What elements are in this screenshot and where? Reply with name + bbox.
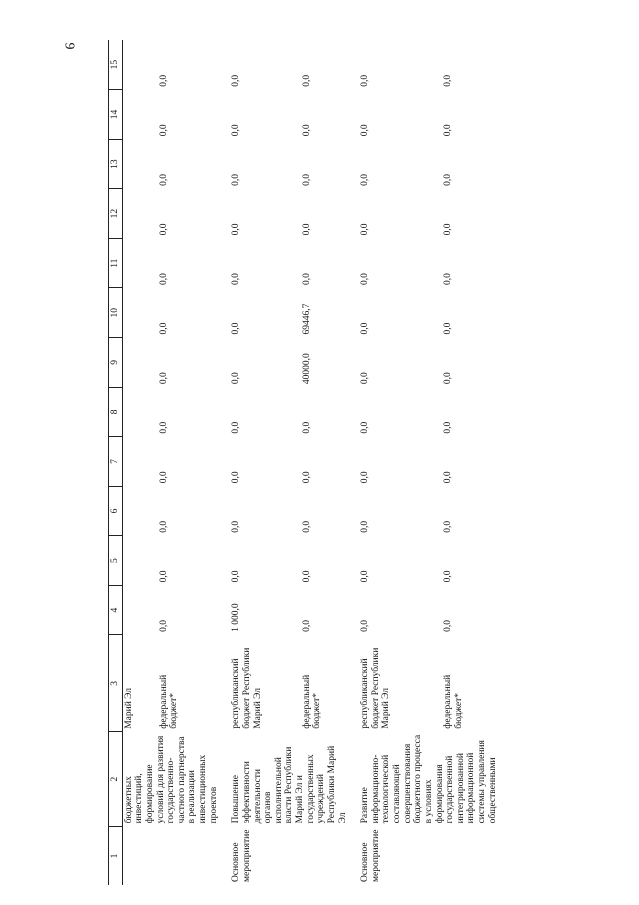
- amount-cell: 0,0: [231, 322, 242, 335]
- column-header-3: 3: [109, 635, 123, 732]
- amount-cell: 0,0: [158, 223, 169, 236]
- amount-cell: [122, 40, 157, 90]
- amount-cell: 0,0: [301, 620, 312, 632]
- amount-cell: 0,0: [443, 471, 454, 484]
- amount-cell: 0,0: [443, 322, 454, 335]
- amount-cell: 0,0: [231, 223, 242, 236]
- column-header-14: 14: [109, 90, 123, 140]
- budget-table: [108, 40, 509, 885]
- funding-source-cell: федеральный бюджет*: [443, 674, 464, 729]
- amount-cell: 0,0: [360, 173, 371, 186]
- amount-cell: [122, 387, 157, 437]
- column-header-10: 10: [109, 288, 123, 338]
- amount-cell: 0,0: [443, 124, 454, 137]
- column-header-15: 15: [109, 40, 123, 90]
- amount-cell: 0,0: [360, 124, 371, 137]
- amount-cell: 0,0: [443, 273, 454, 285]
- amount-cell: 0,0: [443, 421, 454, 434]
- column-header-6: 6: [109, 486, 123, 536]
- column-header-7: 7: [109, 437, 123, 487]
- amount-cell: 0,0: [231, 273, 242, 285]
- amount-cell: 0,0: [158, 471, 169, 484]
- amount-cell: 0,0: [443, 74, 454, 87]
- amount-cell: 0,0: [360, 421, 371, 434]
- amount-cell: 0,0: [301, 520, 312, 533]
- amount-cell: 69446,7: [301, 303, 312, 335]
- amount-cell: 0,0: [360, 471, 371, 484]
- column-header-11: 11: [109, 238, 123, 288]
- funding-source-cell: республиканский бюджет Республики Марий Эл: [360, 647, 392, 729]
- table-row: [122, 40, 157, 885]
- funding-source-cell: республиканский бюджет Республики Марий Эл: [231, 647, 263, 729]
- amount-cell: [122, 139, 157, 189]
- amount-cell: [122, 90, 157, 140]
- amount-cell: [122, 288, 157, 338]
- amount-cell: 0,0: [360, 322, 371, 335]
- row-separator: [220, 40, 230, 885]
- amount-cell: 0,0: [158, 570, 169, 583]
- amount-cell: 0,0: [443, 570, 454, 583]
- amount-cell: 0,0: [231, 372, 242, 385]
- amount-cell: 0,0: [158, 520, 169, 533]
- table-body: [122, 40, 509, 885]
- amount-cell: [122, 536, 157, 586]
- budget-table-container: [108, 40, 568, 885]
- column-header-8: 8: [109, 387, 123, 437]
- measure-type-cell: Основное мероприятие: [231, 829, 252, 882]
- amount-cell: 0,0: [360, 74, 371, 87]
- amount-cell: 0,0: [158, 124, 169, 137]
- header-row: [109, 40, 123, 885]
- funding-source-cell: Марий Эл: [123, 687, 134, 729]
- amount-cell: 0,0: [301, 173, 312, 186]
- column-header-1: 1: [109, 826, 123, 885]
- amount-cell: [122, 238, 157, 288]
- amount-cell: 0,0: [360, 372, 371, 385]
- column-header-9: 9: [109, 338, 123, 388]
- amount-cell: 0,0: [301, 471, 312, 484]
- amount-cell: 0,0: [231, 520, 242, 533]
- column-header-12: 12: [109, 189, 123, 239]
- row-separator-cell: [349, 40, 359, 885]
- amount-cell: 0,0: [360, 520, 371, 533]
- amount-cell: 0,0: [158, 173, 169, 186]
- table-row: [230, 40, 300, 885]
- amount-cell: 0,0: [301, 74, 312, 87]
- amount-cell: 0,0: [158, 74, 169, 87]
- amount-cell: 0,0: [443, 372, 454, 385]
- amount-cell: 0,0: [231, 124, 242, 137]
- amount-cell: 0,0: [301, 421, 312, 434]
- measure-type-cell: Основное мероприятие: [360, 829, 381, 882]
- amount-cell: 0,0: [443, 223, 454, 236]
- amount-cell: 0,0: [360, 620, 371, 632]
- table-row: [359, 40, 442, 885]
- row-separator: [349, 40, 359, 885]
- row-separator: [499, 40, 509, 885]
- amount-cell: 0,0: [158, 273, 169, 285]
- column-header-4: 4: [109, 585, 123, 635]
- amount-cell: 0,0: [301, 223, 312, 236]
- amount-cell: 0,0: [443, 173, 454, 186]
- amount-cell: 0,0: [301, 570, 312, 583]
- row-separator-cell: [220, 40, 230, 885]
- amount-cell: 0,0: [301, 273, 312, 285]
- measure-type-cell: [122, 826, 220, 885]
- amount-cell: 0,0: [231, 173, 242, 186]
- amount-cell: [122, 437, 157, 487]
- amount-cell: 40000,0: [301, 353, 312, 385]
- amount-cell: [122, 338, 157, 388]
- amount-cell: [122, 585, 157, 635]
- row-separator-cell: [499, 40, 509, 885]
- page-number: 9: [61, 42, 77, 50]
- amount-cell: 0,0: [158, 322, 169, 335]
- amount-cell: 0,0: [231, 570, 242, 583]
- measure-name-cell: Повышение эффективности деятельности органов исполнительной власти Республики Марий Эл и государственных учреждений Республики Марий Эл: [231, 745, 348, 824]
- funding-source-cell: федеральный бюджет*: [158, 674, 180, 729]
- amount-cell: 0,0: [231, 471, 242, 484]
- amount-cell: 0,0: [158, 421, 169, 434]
- amount-cell: 0,0: [443, 620, 454, 632]
- amount-cell: 0,0: [231, 421, 242, 434]
- amount-cell: 0,0: [231, 74, 242, 87]
- amount-cell: 0,0: [360, 223, 371, 236]
- measure-name-cell: Развитие информационно-технологической составляющей совершенствования бюджетного процесса в условиях формирования государственной интегрированной информационной системы управления общественными: [360, 734, 498, 824]
- measure-name-cell: бюджетных инвестиций, формирование условий для развития государственно-частного партнерства в реализации инвестиционных проектов: [123, 735, 219, 824]
- amount-cell: 0,0: [360, 273, 371, 285]
- amount-cell: [122, 189, 157, 239]
- column-header-2: 2: [109, 732, 123, 827]
- amount-cell: 0,0: [443, 520, 454, 533]
- column-header-5: 5: [109, 536, 123, 586]
- amount-cell: 1 000,0: [231, 603, 242, 632]
- funding-source-cell: федеральный бюджет*: [301, 674, 323, 729]
- column-header-13: 13: [109, 139, 123, 189]
- amount-cell: 0,0: [158, 372, 169, 385]
- amount-cell: [122, 486, 157, 536]
- amount-cell: 0,0: [301, 124, 312, 137]
- amount-cell: 0,0: [158, 620, 169, 632]
- amount-cell: 0,0: [360, 570, 371, 583]
